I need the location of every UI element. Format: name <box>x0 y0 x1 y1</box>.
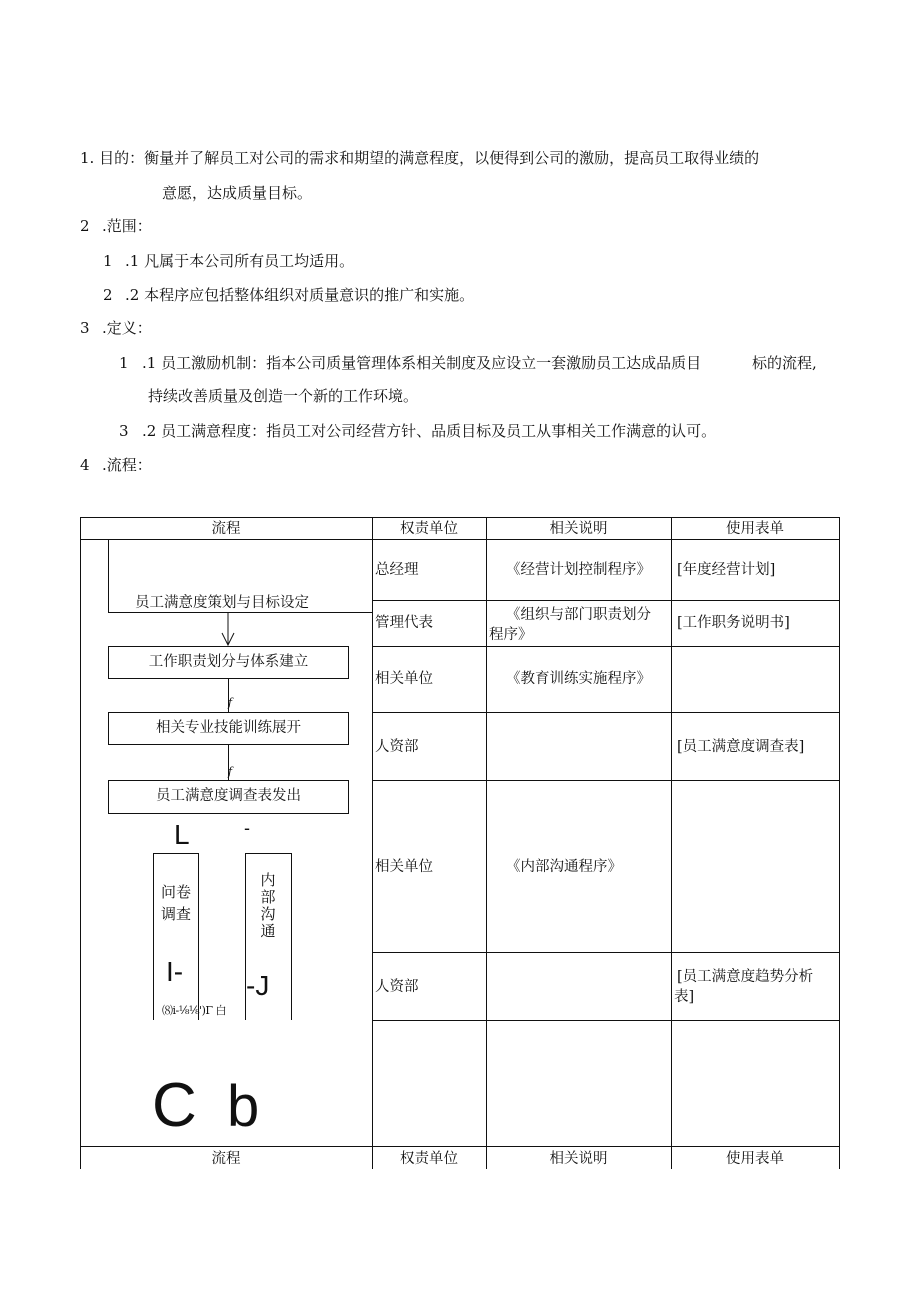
header-flow: 流程 <box>211 521 241 537</box>
branch-left-line1: 问卷 <box>160 883 191 901</box>
big-glyph-b: b <box>227 1074 260 1139</box>
flow-step1-label: 员工满意度策划与目标设定 <box>135 595 309 611</box>
branch-right-top <box>245 853 292 854</box>
footer-unit: 权责单位 <box>400 1151 458 1167</box>
row-divider <box>372 712 840 713</box>
big-glyph-c: C <box>152 1071 197 1140</box>
branch-right-line1: 内 <box>260 871 276 889</box>
flow-step3-box: 相关专业技能训练展开 <box>108 712 349 745</box>
row1-form: [年度经营计划] <box>677 562 776 578</box>
header-desc: 相关说明 <box>549 521 608 537</box>
row4-unit: 人资部 <box>375 739 419 755</box>
branch-left-line2: 调查 <box>160 905 191 923</box>
row-divider <box>372 646 840 647</box>
footer-desc: 相关说明 <box>549 1151 608 1167</box>
header-bottom-border <box>80 539 840 540</box>
footer-top-border <box>80 1146 840 1147</box>
branch-glyph-l: L <box>174 819 190 850</box>
row-divider <box>372 780 840 781</box>
table-top-border <box>80 517 840 518</box>
branch-right-side <box>291 853 292 1020</box>
item22-num: 2 <box>103 286 113 304</box>
row-divider <box>372 952 840 953</box>
row6-form-line2: 表] <box>674 989 695 1005</box>
row-divider <box>372 1020 840 1021</box>
row2-desc-line1: 《组织与部门职责划分 <box>506 607 651 623</box>
section3-num: 3 <box>80 319 90 337</box>
col-border <box>372 517 373 1169</box>
item31-num: 1 <box>119 354 129 372</box>
row3-desc: 《教育训练实施程序》 <box>506 671 651 687</box>
item32-text: .2 员工满意程度：指员工对公司经营方针、品质目标及员工从事相关工作满意的认可。 <box>142 422 717 440</box>
row2-desc-line2: 程序》 <box>489 627 533 643</box>
section3-title: .定义： <box>102 319 152 337</box>
branch-left-top <box>153 853 199 854</box>
row2-unit: 管理代表 <box>375 615 433 631</box>
branch-glyph-i: I- <box>166 956 184 987</box>
row5-unit: 相关单位 <box>375 859 433 875</box>
col-border <box>671 517 672 1169</box>
section2-title: .范围： <box>102 217 152 235</box>
row6-form-line1: [员工满意度趋势分析 <box>677 969 814 985</box>
item31-text: .1 员工激励机制：指本公司质量管理体系相关制度及应设立一套激励员工达成品质目 <box>142 354 702 372</box>
branch-right-line4: 通 <box>260 922 276 940</box>
branch-left-side <box>153 853 154 1020</box>
item31-text-tail: 标的流程, <box>752 354 817 372</box>
header-unit: 权责单位 <box>400 521 458 537</box>
step1-left-line <box>108 540 109 612</box>
row5-desc: 《内部沟通程序》 <box>506 859 622 875</box>
section2-num: 2 <box>80 217 90 235</box>
row6-unit: 人资部 <box>375 979 419 995</box>
row3-unit: 相关单位 <box>375 671 433 687</box>
flow-step2-box: 工作职责划分与体系建立 <box>108 646 349 679</box>
arrow-f-marker: f <box>228 696 233 709</box>
arrow-f-marker: f <box>228 765 233 778</box>
section1-line1: 1. 目的：衡量并了解员工对公司的需求和期望的满意程度，以便得到公司的激励，提高员工取得业绩的 <box>80 149 760 167</box>
arrow-down-icon <box>218 613 238 647</box>
col-border <box>486 517 487 1169</box>
row1-unit: 总经理 <box>375 562 419 578</box>
row1-desc: 《经营计划控制程序》 <box>506 562 651 578</box>
branch-glyph-j: -J <box>246 970 270 1001</box>
row4-form: [员工满意度调查表] <box>677 739 805 755</box>
branch-right-line3: 沟 <box>260 905 276 923</box>
flow-step4-box: 员工满意度调查表发出 <box>108 780 349 814</box>
item31-line2: 持续改善质量及创造一个新的工作环境。 <box>148 387 419 405</box>
branch-right-line2: 部 <box>260 888 276 906</box>
header-form: 使用表单 <box>726 521 784 537</box>
section4-num: 4 <box>80 456 90 474</box>
col-border <box>80 517 81 1169</box>
footer-form: 使用表单 <box>726 1151 784 1167</box>
item21-text: .1 凡属于本公司所有员工均适用。 <box>125 252 355 270</box>
row2-form: [工作职务说明书] <box>677 615 790 631</box>
footer-flow: 流程 <box>211 1151 241 1167</box>
branch-glyph-dash: - <box>244 818 250 838</box>
item21-num: 1 <box>103 252 113 270</box>
col-border <box>839 517 840 1169</box>
item22-text: .2 本程序应包括整体组织对质量意识的推广和实施。 <box>125 286 475 304</box>
section4-title: .流程： <box>102 456 152 474</box>
branch-left-side <box>198 853 199 1020</box>
section1-line2: 意愿，达成质量目标。 <box>162 184 313 202</box>
garbled-text: ⑻i-⅛⅛')Γ 白 <box>162 1004 227 1017</box>
item32-num: 3 <box>119 422 129 440</box>
row-divider <box>372 600 840 601</box>
